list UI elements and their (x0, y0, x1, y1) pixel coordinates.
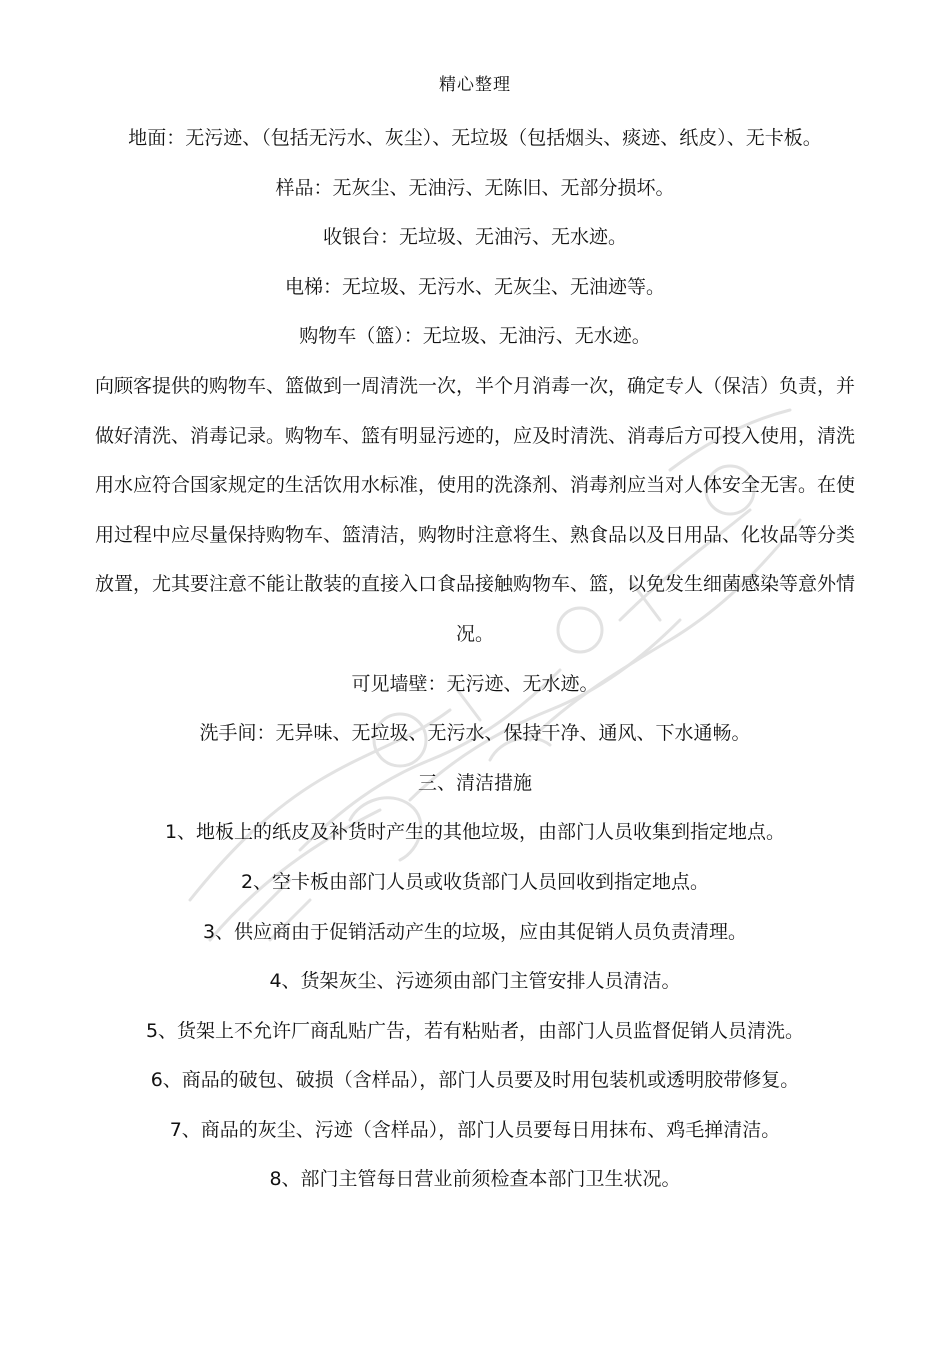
restroom-standard: 洗手间：无异味、无垃圾、无污水、保持干净、通风、下水通畅。 (199, 722, 751, 745)
measure-item-7: 7、商品的灰尘、污迹（含样品），部门人员要每日用抹布、鸡毛掸清洁。 (169, 1118, 781, 1141)
document-body (95, 114, 855, 1205)
measure-item-4: 4、货架灰尘、污迹须由部门主管安排人员清洁。 (269, 970, 681, 993)
measure-item-8: 8、部门主管每日营业前须检查本部门卫生状况。 (269, 1168, 681, 1191)
elevator-standard: 电梯：无垃圾、无污水、无灰尘、无油迹等。 (284, 275, 665, 298)
cashier-standard: 收银台：无垃圾、无油污、无水迹。 (322, 226, 627, 249)
measure-item-6: 6、商品的破包、破损（含样品），部门人员要及时用包装机或透明胶带修复。 (150, 1069, 800, 1092)
cart-cleaning-paragraph: 向顾客提供的购物车、篮做到一周清洗一次，半个月消毒一次，确定专人（保洁）负责，并做好清洗、消毒记录。购物车、篮有明显污迹的，应及时清洗、消毒后方可投入使用，清洗用水应符合国家规定的生活饮用水标准，使用的洗涤剂、消毒剂应当对人体安全无害。在使用过程中应尽量保持购物车、篮清洁，购物时注意将生、熟食品以及日用品、化妆品等分类放置，尤其要注意不能让散装的直接入口食品接触购物车、篮，以免发生细菌感染等意外情况。 (95, 374, 856, 645)
section-heading: 三、清洁措施 (417, 771, 532, 794)
floor-standard: 地面：无污迹、（包括无污水、灰尘）、无垃圾（包括烟头、痰迹、纸皮）、无卡板。 (128, 127, 822, 149)
sample-standard: 样品：无灰尘、无油污、无陈旧、无部分损坏。 (275, 176, 675, 199)
measure-item-2: 2、空卡板由部门人员或收货部门人员回收到指定地点。 (240, 870, 710, 893)
cart-standard: 购物车（篮）：无垃圾、无油污、无水迹。 (299, 325, 651, 348)
wall-standard: 可见墙壁：无污迹、无水迹。 (351, 672, 599, 695)
measure-item-1: 1、地板上的纸皮及补货时产生的其他垃圾，由部门人员收集到指定地点。 (164, 821, 786, 844)
measure-item-5: 5、货架上不允许厂商乱贴广告，若有粘贴者，由部门人员监督促销人员清洗。 (145, 1019, 805, 1042)
measure-item-3: 3、供应商由于促销活动产生的垃圾，应由其促销人员负责清理。 (202, 920, 748, 943)
page-header: 精心整理 (439, 75, 511, 95)
